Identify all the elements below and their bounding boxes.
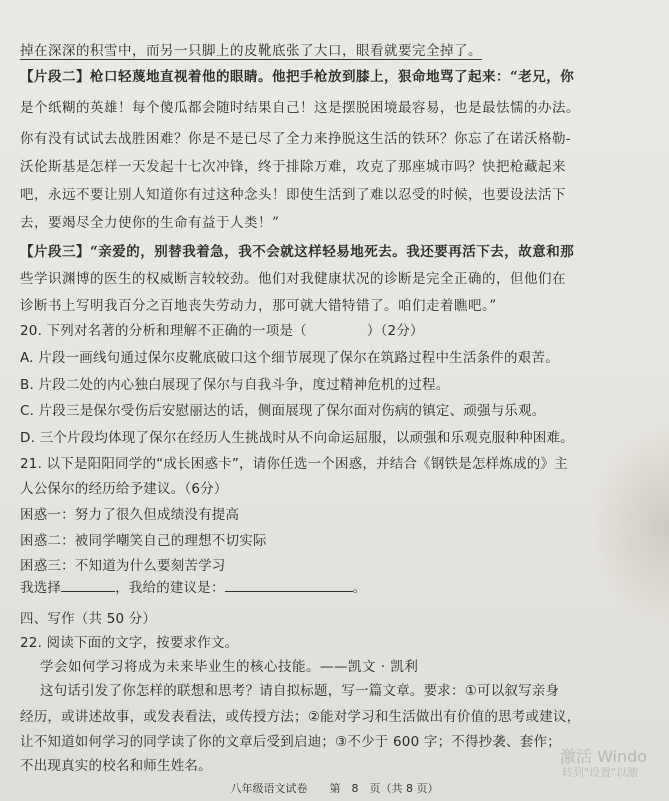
section-writing-title: 四、写作（共 50 分） xyxy=(20,611,157,627)
confusion-three: 困惑三：不知道为什么要刻苦学习 xyxy=(20,558,226,574)
answer-line: 我选择 ，我给的建议是： 。 xyxy=(20,580,367,596)
advice-blank[interactable] xyxy=(225,578,353,592)
paper-shadow xyxy=(590,420,669,630)
text-line: 去，要竭尽全力使你的生命有益于人类！” xyxy=(20,215,280,231)
question-21: 21. 以下是阳阳同学的“成长困惑卡”，请你任选一个困惑，并结合《钢铁是怎样炼成的》主 xyxy=(20,456,568,472)
option-d: D. 三个片段均体现了保尔在经历人生挑战时从不向命运屈服，以顽强和乐观克服种种困难。 xyxy=(20,430,574,446)
page-footer: 八年级语文试卷 第 8 页（共 8 页） xyxy=(230,782,439,795)
text-line: 你有没有试试去战胜困难？你是不是已尽了全力来挣脱这生活的铁环？你忘了在诺沃格勒- xyxy=(20,131,572,147)
text-line: 些学识渊博的医生的权威断言较较劲。他们对我健康状况的诊断是完全正确的，但他们在 xyxy=(20,271,566,287)
confusion-two: 困惑二：被同学嘲笑自己的理想不切实际 xyxy=(20,533,267,549)
question-22: 22. 阅读下面的文字，按要求作文。 xyxy=(20,635,239,651)
confusion-one: 困惑一：努力了很久但成绩没有提高 xyxy=(20,507,240,523)
prompt-line: 这句话引发了你怎样的联想和思考？请自拟标题，写一篇文章。要求：①可以叙写亲身 xyxy=(40,683,560,699)
prompt-line: 经历，或讲述故事，或发表看法，或传授方法；②能对学习和生活做出有价值的思考或建议， xyxy=(20,709,581,725)
text-line: 诊断书上写明我百分之百地丧失劳动力，那可就大错特错了。咱们走着瞧吧。” xyxy=(20,298,497,314)
quote: 学会如何学习将成为未来毕业生的核心技能。——凯文 · 凯利 xyxy=(40,659,419,675)
underlined-sentence: 掉在深深的积雪中，而另一只脚上的皮靴底张了大口，眼看就要完全掉了。 xyxy=(20,43,482,59)
text-line: 沃伦斯基是怎样一天发起十七次冲锋，终于排除万难，攻克了那座城市吗？快把枪藏起来 xyxy=(20,159,566,175)
question-20: 20. 下列对名著的分析和理解不正确的一项是（ ）（2分） xyxy=(20,323,424,339)
question-21-cont: 人公保尔的经历给予建议。（6分） xyxy=(20,481,228,497)
windows-watermark: 激活 Windo xyxy=(560,747,648,766)
text-line xyxy=(20,42,482,60)
windows-watermark-sub: 转到"设置"以激 xyxy=(562,766,639,779)
text-line: 吧，永远不要让别人知道你有过这种念头！即使生活到了难以忍受的时候，也要设法活下 xyxy=(20,187,566,203)
option-a: A. 片段一画线句通过保尔皮靴底破口这个细节展现了保尔在筑路过程中生活条件的艰苦。 xyxy=(20,350,559,366)
fragment-two-line: 【片段二】枪口轻蔑地直视着他的眼睛。他把手枪放到膝上，狠命地骂了起来：“老兄，你 xyxy=(20,69,575,85)
prompt-line: 让不知道如何学习的同学读了你的文章后受到启迪；③不少于 600 字；不得抄袭、套作； xyxy=(20,734,561,750)
option-c: C. 片段三是保尔受伤后安慰丽达的话，侧面展现了保尔面对伤病的镇定、顽强与乐观。 xyxy=(20,403,546,419)
choice-blank[interactable] xyxy=(61,578,115,592)
prompt-line: 不出现真实的校名和师生姓名。 xyxy=(20,758,212,774)
text-line: 是个纸糊的英雄！每个傻瓜都会随时结果自己！这是摆脱困境最容易，也是最怯懦的办法。 xyxy=(20,100,580,116)
option-b: B. 片段二处的内心独白展现了保尔与自我斗争，度过精神危机的过程。 xyxy=(20,377,450,393)
fragment-three-line: 【片段三】“亲爱的，别替我着急，我不会就这样轻易地死去。我还要再活下去，故意和那 xyxy=(20,244,575,260)
